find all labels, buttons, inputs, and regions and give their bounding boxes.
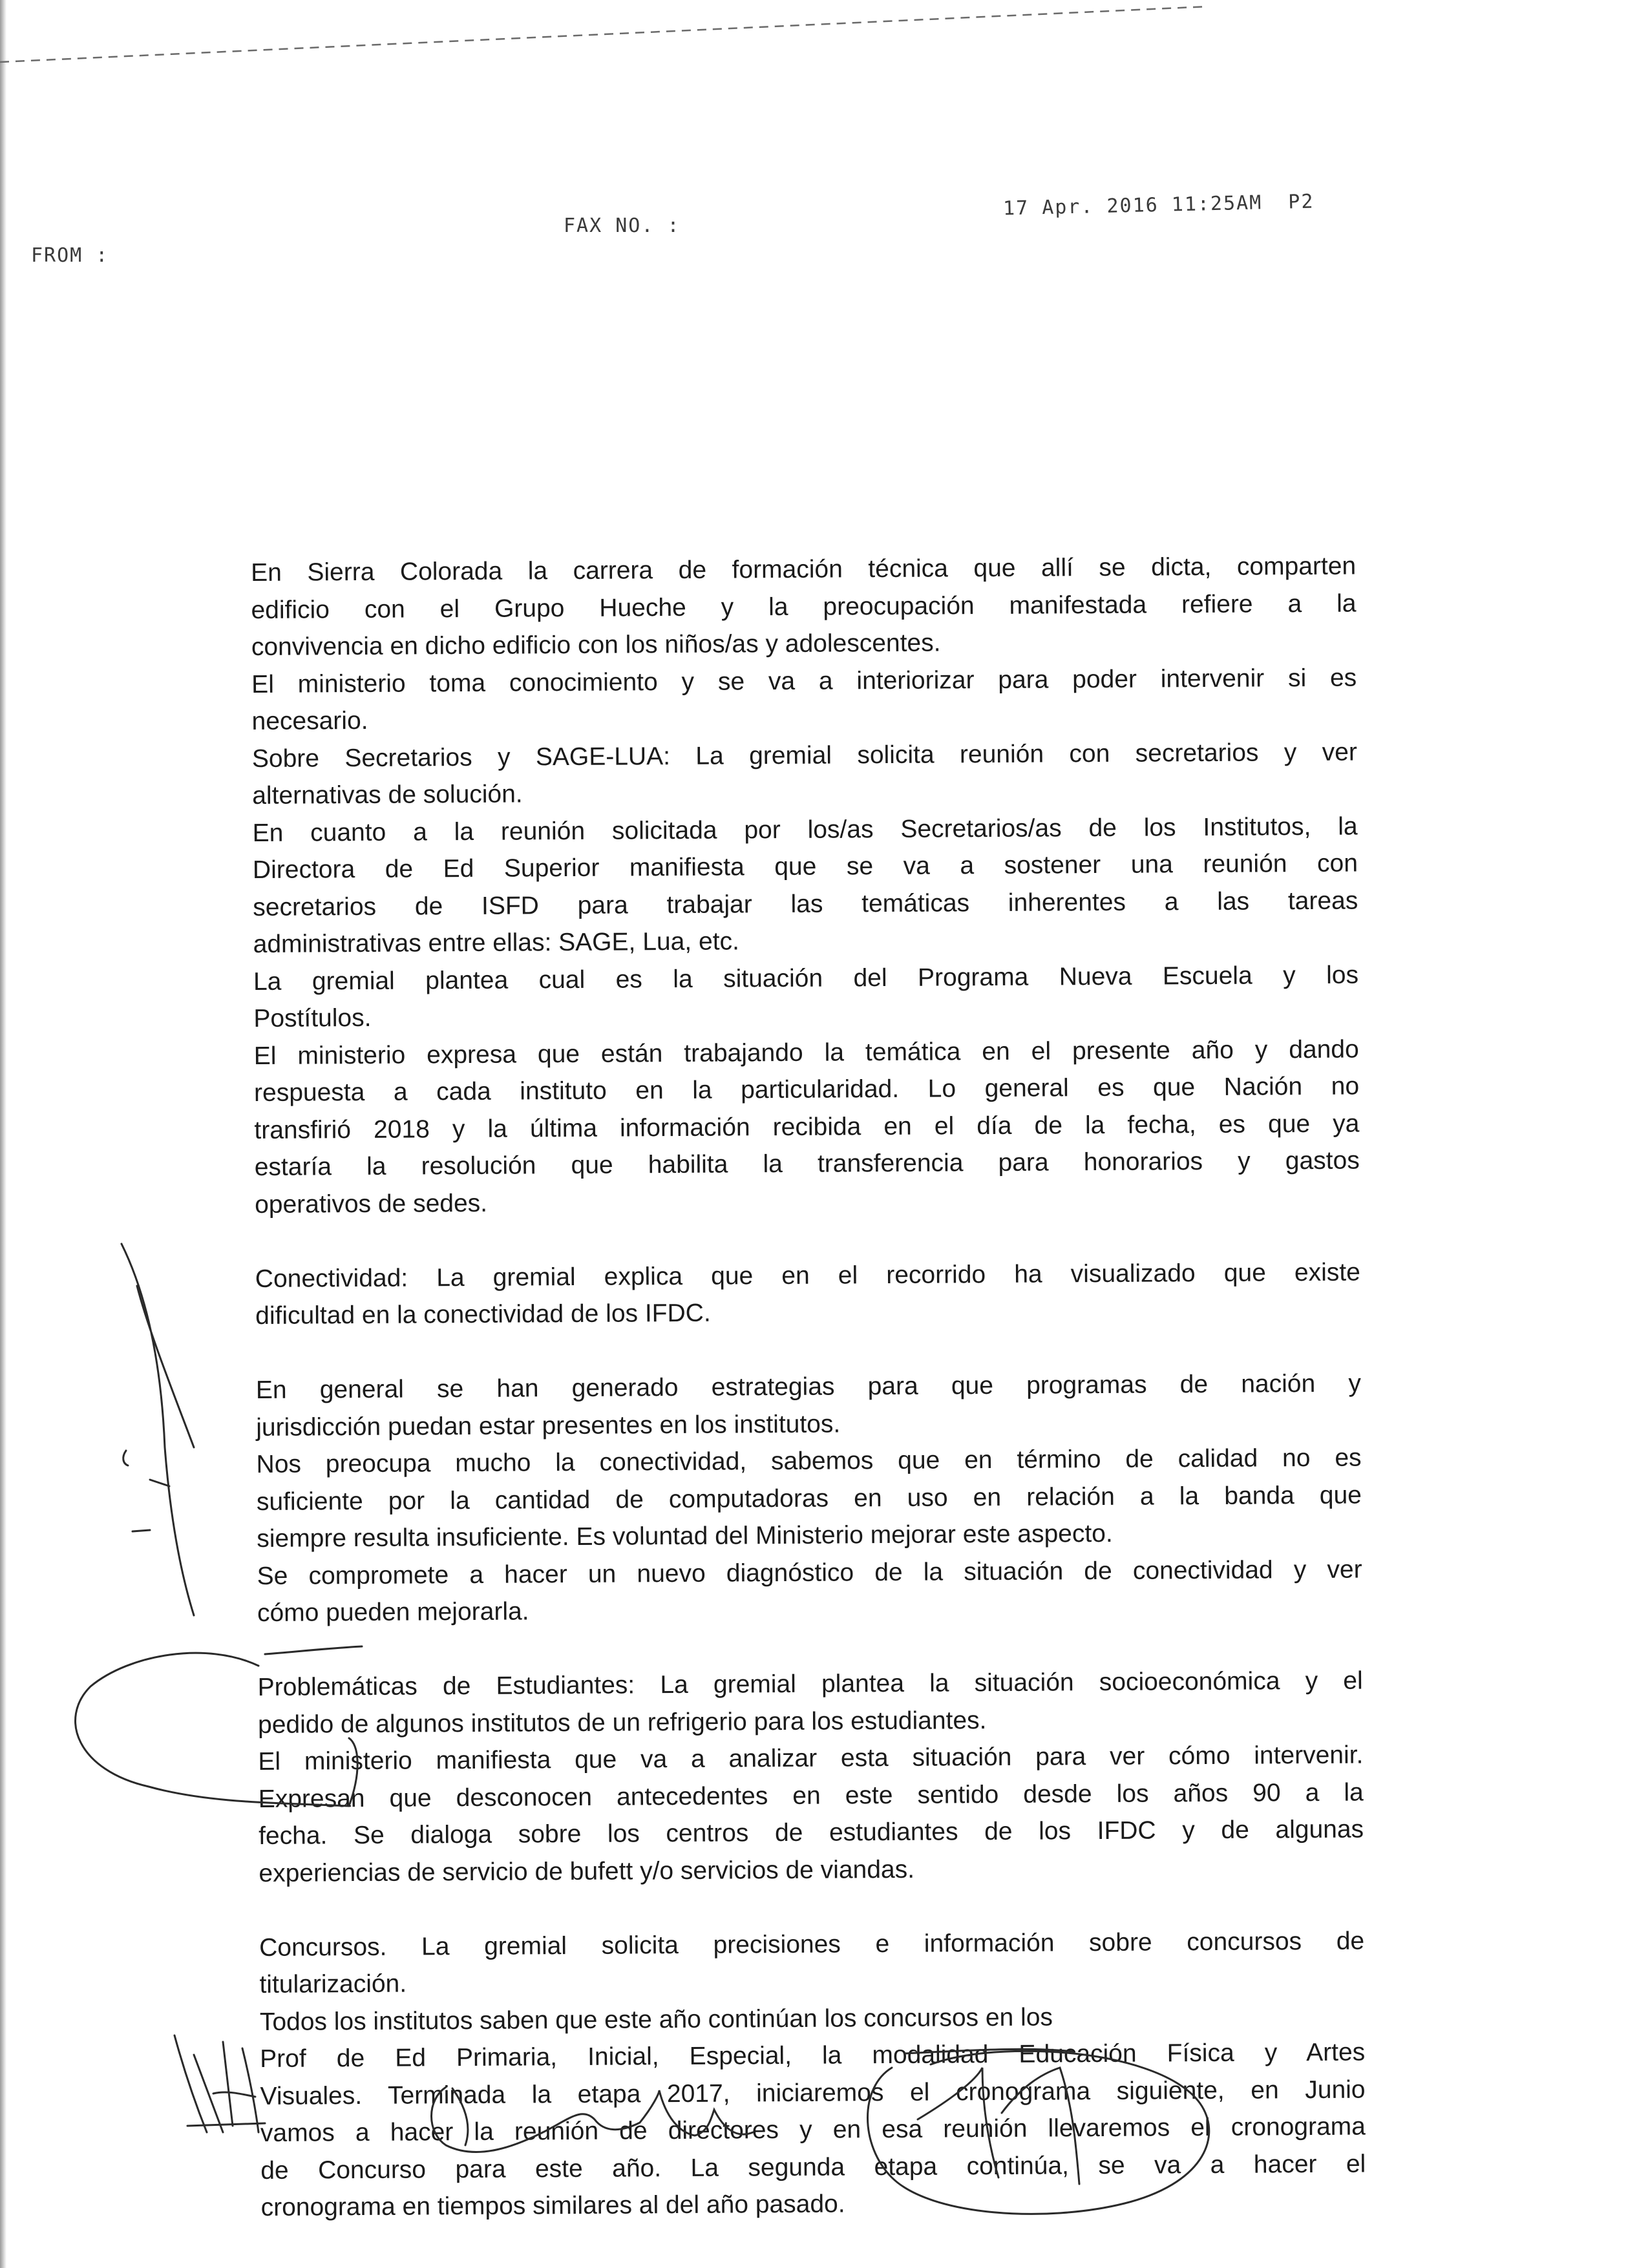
body-line: alternativas de solución. — [252, 780, 523, 810]
stamp-signature — [868, 2051, 1209, 2214]
body-line: Sobre Secretarios y SAGE-LUA: La gremial solicita reunión con secretarios y ver — [251, 738, 1358, 773]
body-line: experiencias de servicio de bufett y/o servicios de viandas. — [259, 1855, 915, 1887]
body-line: Todos los institutos saben que este año continúan los concursos en los — [259, 2002, 1053, 2036]
body-line: necesario. — [251, 706, 368, 735]
body-line: operativos de sedes. — [255, 1189, 488, 1219]
body-line: secretarios de ISFD para trabajar las temáticas inherentes a las tareas — [253, 887, 1358, 921]
body-line: El ministerio toma conocimiento y se va a interiorizar para poder intervenir si es — [251, 664, 1357, 698]
body-line: Prof de Ed Primaria, Inicial, Especial, la modalidad Educación Física y Artes — [260, 2038, 1366, 2073]
body-line: cronograma en tiempos similares al del año pasado. — [260, 2190, 845, 2221]
signature — [432, 2087, 754, 2152]
fax-from-label: FROM : — [31, 244, 109, 267]
body-line: jurisdicción puedan estar presentes en los institutos. — [256, 1409, 841, 1442]
body-line: En general se han generado estrategias para que programas de nación y — [255, 1369, 1362, 1404]
body-line: Conectividad: La gremial explica que en el recorrido ha visualizado que existe — [255, 1258, 1360, 1293]
body-line: Concursos. La gremial solicita precisiones e información sobre concursos de — [259, 1927, 1365, 1962]
body-line: respuesta a cada instituto en la particularidad. Lo general es que Nación no — [253, 1072, 1360, 1107]
body-line: convivencia en dicho edificio con los niños/as y adolescentes. — [251, 629, 941, 661]
body-line: Se compromete a hacer un nuevo diagnóstico de la situación de conectividad y ver — [257, 1555, 1362, 1590]
signature-mark — [174, 2035, 265, 2132]
body-line: Directora de Ed Superior manifiesta que se va a sostener una reunión con — [252, 849, 1358, 884]
body-line: transfirió 2018 y la última información recibida en el día de la fecha, es que ya — [254, 1109, 1360, 1144]
body-line: Problemáticas de Estudiantes: La gremial plantea la situación socioeconómica y el — [257, 1666, 1363, 1701]
body-line: administrativas entre ellas: SAGE, Lua, etc. — [253, 927, 739, 958]
body-line: pedido de algunos institutos de un refrigerio para los estudiantes. — [257, 1706, 987, 1739]
body-line: Visuales. Terminada la etapa 2017, iniciaremos el cronograma siguiente, en Junio — [260, 2075, 1366, 2110]
body-line: titularización. — [259, 1969, 407, 1999]
margin-dash — [132, 1530, 150, 1531]
body-line: La gremial plantea cual es la situación del Programa Nueva Escuela y los — [253, 961, 1359, 996]
body-line: En cuanto a la reunión solicitada por los/as Secretarios/as de los Institutos, la — [252, 812, 1358, 847]
body-line: vamos a hacer la reunión de directores y en esa reunión llevaremos el cronograma — [260, 2112, 1366, 2147]
body-line: siempre resulta insuficiente. Es voluntad del Ministerio mejorar este aspecto. — [257, 1519, 1113, 1553]
body-line: edificio con el Grupo Hueche y la preocupación manifestada refiere a la — [251, 589, 1357, 624]
body-line: fecha. Se dialoga sobre los centros de estudiantes de los IFDC y de algunas — [258, 1815, 1364, 1850]
margin-loop — [76, 1646, 362, 1806]
margin-tick — [123, 1451, 128, 1465]
body-line: dificultad en la conectividad de los IFDC. — [255, 1299, 711, 1330]
body-line: Postítulos. — [253, 1003, 372, 1033]
body-line: cómo pueden mejorarla. — [257, 1597, 529, 1627]
body-line: El ministerio manifiesta que va a analizar esta situación para ver cómo intervenir. — [258, 1741, 1364, 1776]
body-line: Nos preocupa mucho la conectividad, sabemos que en término de calidad no es — [256, 1444, 1362, 1478]
body-line: Expresan que desconocen antecedentes en este sentido desde los años 90 a la — [258, 1778, 1364, 1813]
body-line: En Sierra Colorada la carrera de formación técnica que allí se dicta, comparten — [251, 552, 1357, 587]
body-line: de Concurso para este año. La segunda etapa continúa, se va a hacer el — [260, 2150, 1366, 2185]
body-line: El ministerio expresa que están trabajando la temática en el presente año y dando — [253, 1035, 1359, 1070]
fax-number-label: FAX NO. : — [564, 215, 681, 237]
fax-timestamp: 17 Apr. 2016 11:25AM P2 — [1002, 190, 1315, 220]
body-line: suficiente por la cantidad de computadoras en uso en relación a la banda que — [256, 1481, 1362, 1516]
body-line: estaría la resolución que habilita la transferencia para honorarios y gastos — [254, 1146, 1360, 1181]
margin-scribble — [121, 1244, 194, 1615]
